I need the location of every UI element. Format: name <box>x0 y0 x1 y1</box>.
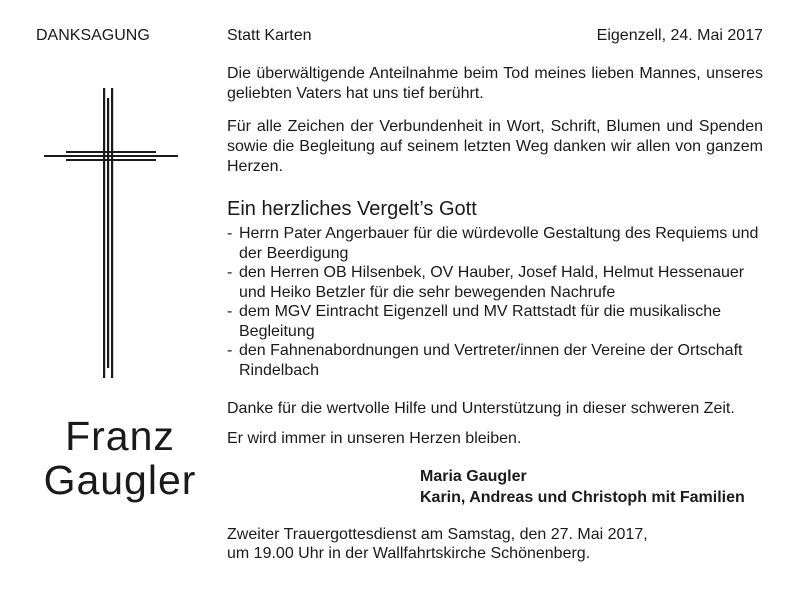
remembrance-line: Er wird immer in unseren Herzen bleiben. <box>227 430 522 447</box>
thanks-heading: Ein herzliches Vergelt’s Gott <box>227 198 477 220</box>
thanks-list <box>227 224 767 380</box>
signature-widow: Maria Gaugler <box>420 468 527 485</box>
signature-family: Karin, Andreas und Christoph mit Familien <box>420 489 745 506</box>
paragraph-anteilnahme: Die überwältigende Anteilnahme beim Tod meines lieben Mannes, unseres geliebten Vaters hat uns tief berührt. <box>227 65 763 102</box>
place-date: Eigenzell, 24. Mai 2017 <box>596 27 763 44</box>
signature-block <box>420 466 745 508</box>
list-item: - den Fahnenabordnungen und Vertreter/innen der Vereine der Ortschaft Rindelbach <box>227 341 767 380</box>
statt-karten-label: Statt Karten <box>227 27 312 44</box>
list-item: - Herrn Pater Angerbauer für die würdevolle Gestaltung des Requiems und der Beerdigung <box>227 224 767 263</box>
notice-type: DANKSAGUNG <box>36 27 150 44</box>
first-name: Franz <box>65 413 175 459</box>
service-location: um 19.00 Uhr in der Wallfahrtskirche Schönenberg. <box>227 545 591 562</box>
service-info <box>227 525 648 563</box>
thanks-line: Danke für die wertvolle Hilfe und Unterstützung in dieser schweren Zeit. <box>227 400 735 417</box>
cross-icon <box>40 88 180 378</box>
list-item: - dem MGV Eintracht Eigenzell und MV Rattstadt für die musikalische Begleitung <box>227 302 767 341</box>
last-name: Gaugler <box>43 457 197 503</box>
service-date: Zweiter Trauergottesdienst am Samstag, den 27. Mai 2017, <box>227 526 648 543</box>
paragraph-verbundenheit: Für alle Zeichen der Verbundenheit in Wort, Schrift, Blumen und Spenden sowie die Begleitung auf seinem letzten Weg danken wir allen von ganzem Herzen. <box>227 118 763 175</box>
list-item: - den Herren OB Hilsenbek, OV Hauber, Josef Hald, Helmut Hessenauer und Heiko Betzler für die sehr bewegenden Nachrufe <box>227 263 767 302</box>
deceased-name <box>30 414 210 502</box>
